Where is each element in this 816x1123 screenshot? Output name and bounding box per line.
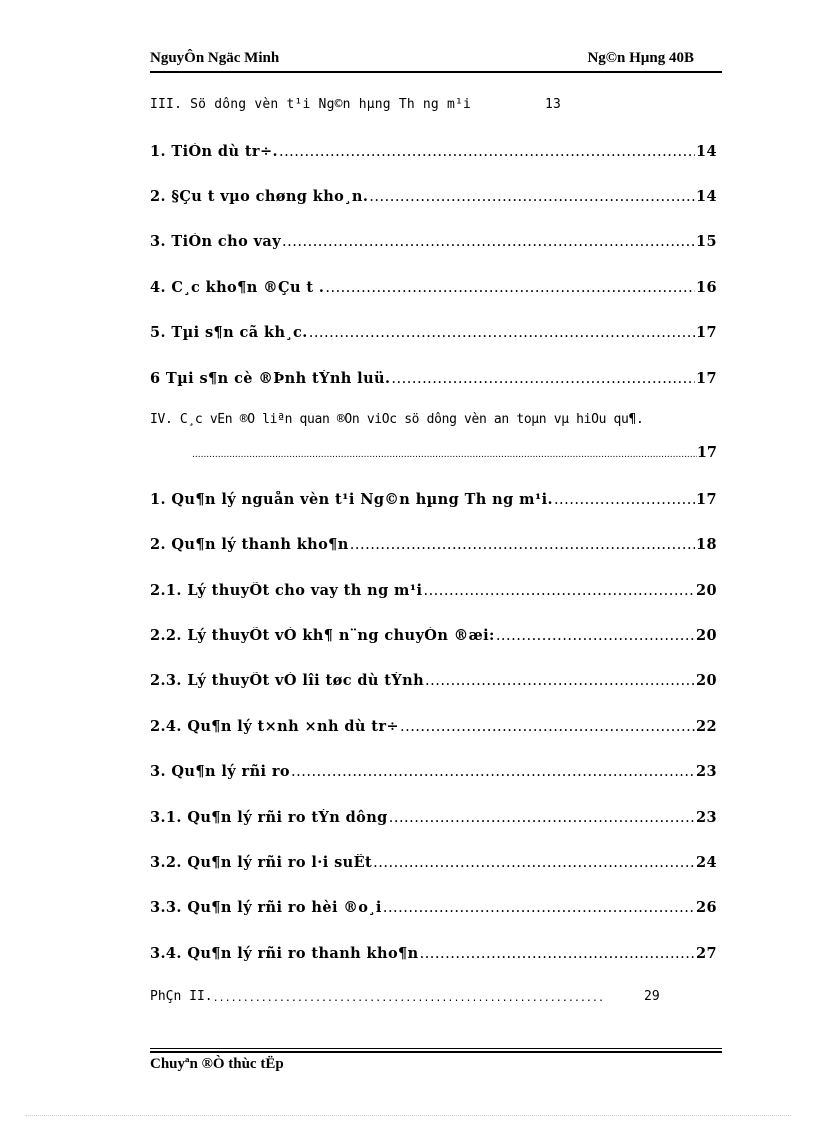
toc-item-page: 24	[696, 854, 717, 871]
toc-item-page: 18	[696, 536, 717, 553]
toc-item-label: 2.4. Qu¶n lý t×nh ×nh dù tr÷	[150, 718, 399, 735]
toc-dot-leader	[291, 763, 695, 780]
toc-item-page: 15	[696, 233, 717, 250]
toc-item-page: 17	[696, 491, 717, 508]
toc-item-label: 2. Qu¶n lý thanh kho¶n	[150, 536, 349, 553]
toc-item	[150, 188, 717, 208]
footer-title: Chuyªn ®Ò thùc tËp	[150, 1056, 284, 1072]
toc-item-page: 17	[696, 324, 717, 341]
page-header	[150, 50, 722, 72]
toc-dot-leader	[325, 279, 695, 296]
toc-part-ii-label: PhÇn II.	[150, 989, 213, 1004]
toc-dot-leader	[309, 324, 695, 341]
toc-item	[150, 627, 717, 647]
toc-item-page: 14	[696, 188, 717, 205]
toc-dot-leader	[496, 627, 695, 644]
toc-dot-leader	[389, 809, 695, 826]
toc-item	[150, 370, 717, 390]
toc-item-page: 20	[696, 672, 717, 689]
header-class: Ng©n Hµng 40B	[587, 50, 694, 66]
toc-item-label: 2.1. Lý thuyÕt cho vay th ng m¹i	[150, 582, 423, 599]
toc-section-iii-page: 13	[545, 97, 562, 112]
toc-item	[150, 233, 717, 253]
toc-item-label: 4. C¸c kho¶n ®Çu t .	[150, 279, 325, 296]
toc-item-page: 20	[696, 627, 717, 644]
toc-item-page: 17	[696, 370, 717, 387]
toc-dot-leader	[423, 582, 695, 599]
toc-section-iv-continuation	[192, 444, 717, 464]
toc-item-page: 14	[696, 143, 717, 160]
toc-item	[150, 945, 717, 965]
toc-item	[150, 536, 717, 556]
toc-item	[150, 899, 717, 919]
toc-item-label: 3.4. Qu¶n lý rñi ro thanh kho¶n	[150, 945, 419, 962]
toc-item-label: 3. Qu¶n lý rñi ro	[150, 763, 291, 780]
toc-item-label: 2.3. Lý thuyÕt vÒ lîi tøc dù tÝnh	[150, 672, 425, 689]
toc-dot-leader	[425, 672, 695, 689]
toc-section-iv-page: 17	[696, 444, 717, 461]
toc-part-ii	[150, 989, 680, 1004]
footer-divider	[150, 1051, 722, 1053]
toc-item-page: 22	[696, 718, 717, 735]
toc-item	[150, 718, 717, 738]
toc-item-label: 3.2. Qu¶n lý rñi ro l·i suÊt	[150, 854, 373, 871]
header-divider	[150, 71, 722, 73]
toc-item	[150, 491, 717, 511]
toc-section-iv-label: IV. C¸c vÊn ®Ò liªn quan ®Õn viÖc sö dông vèn an toµn vµ hiÖu qu¶.	[150, 412, 644, 427]
toc-item-label: 3.3. Qu¶n lý rñi ro hèi ®o¸i	[150, 899, 382, 916]
toc-item	[150, 143, 717, 163]
toc-part-ii-page: 29	[644, 989, 660, 1004]
toc-item-label: 2. §Çu t vµo chøng kho¸n.	[150, 188, 369, 205]
toc-dot-leader	[554, 491, 695, 508]
toc-dot-leader	[400, 718, 695, 735]
toc-item	[150, 324, 717, 344]
toc-item-label: 5. Tµi s¶n cã kh¸c.	[150, 324, 308, 341]
toc-item-label: 6 Tµi s¶n cè ®Þnh tÝnh luü.	[150, 370, 391, 387]
header-author: NguyÔn Ngäc Minh	[150, 50, 280, 66]
toc-item-page: 27	[696, 945, 717, 962]
toc-item-label: 3. TiÒn cho vay	[150, 233, 282, 250]
toc-item-page: 20	[696, 582, 717, 599]
toc-dot-leader	[213, 993, 603, 1004]
toc-item-page: 16	[696, 279, 717, 296]
toc-dot-leader	[279, 143, 695, 160]
toc-item-label: 3.1. Qu¶n lý rñi ro tÝn dông	[150, 809, 388, 826]
toc-item-page: 26	[696, 899, 717, 916]
footer-divider	[150, 1048, 722, 1049]
toc-dot-leader	[420, 945, 695, 962]
toc-dot-leader	[373, 854, 695, 871]
toc-item-label: 2.2. Lý thuyÕt vÒ kh¶ n¨ng chuyÓn ®æi:	[150, 627, 495, 644]
toc-dot-leader	[383, 899, 695, 916]
toc-dot-leader	[391, 370, 695, 387]
toc-item-page: 23	[696, 763, 717, 780]
toc-item	[150, 854, 717, 874]
toc-item	[150, 809, 717, 829]
toc-item-label: 1. TiÒn dù tr÷.	[150, 143, 278, 160]
toc-dot-leader	[350, 536, 695, 553]
toc-section-iii	[150, 97, 562, 112]
toc-dot-leader	[192, 450, 697, 460]
toc-item	[150, 672, 717, 692]
toc-item	[150, 763, 717, 783]
toc-item	[150, 582, 717, 602]
toc-item	[150, 279, 717, 299]
toc-item-page: 23	[696, 809, 717, 826]
page-bottom-edge	[25, 1115, 791, 1116]
toc-item-label: 1. Qu¶n lý nguån vèn t¹i Ng©n hµng Th ng m¹i.	[150, 491, 553, 508]
toc-dot-leader	[369, 188, 695, 205]
toc-section-iii-label: III. Sö dông vèn t¹i Ng©n hµng Th ng m¹i	[150, 97, 472, 112]
toc-dot-leader	[282, 233, 695, 250]
